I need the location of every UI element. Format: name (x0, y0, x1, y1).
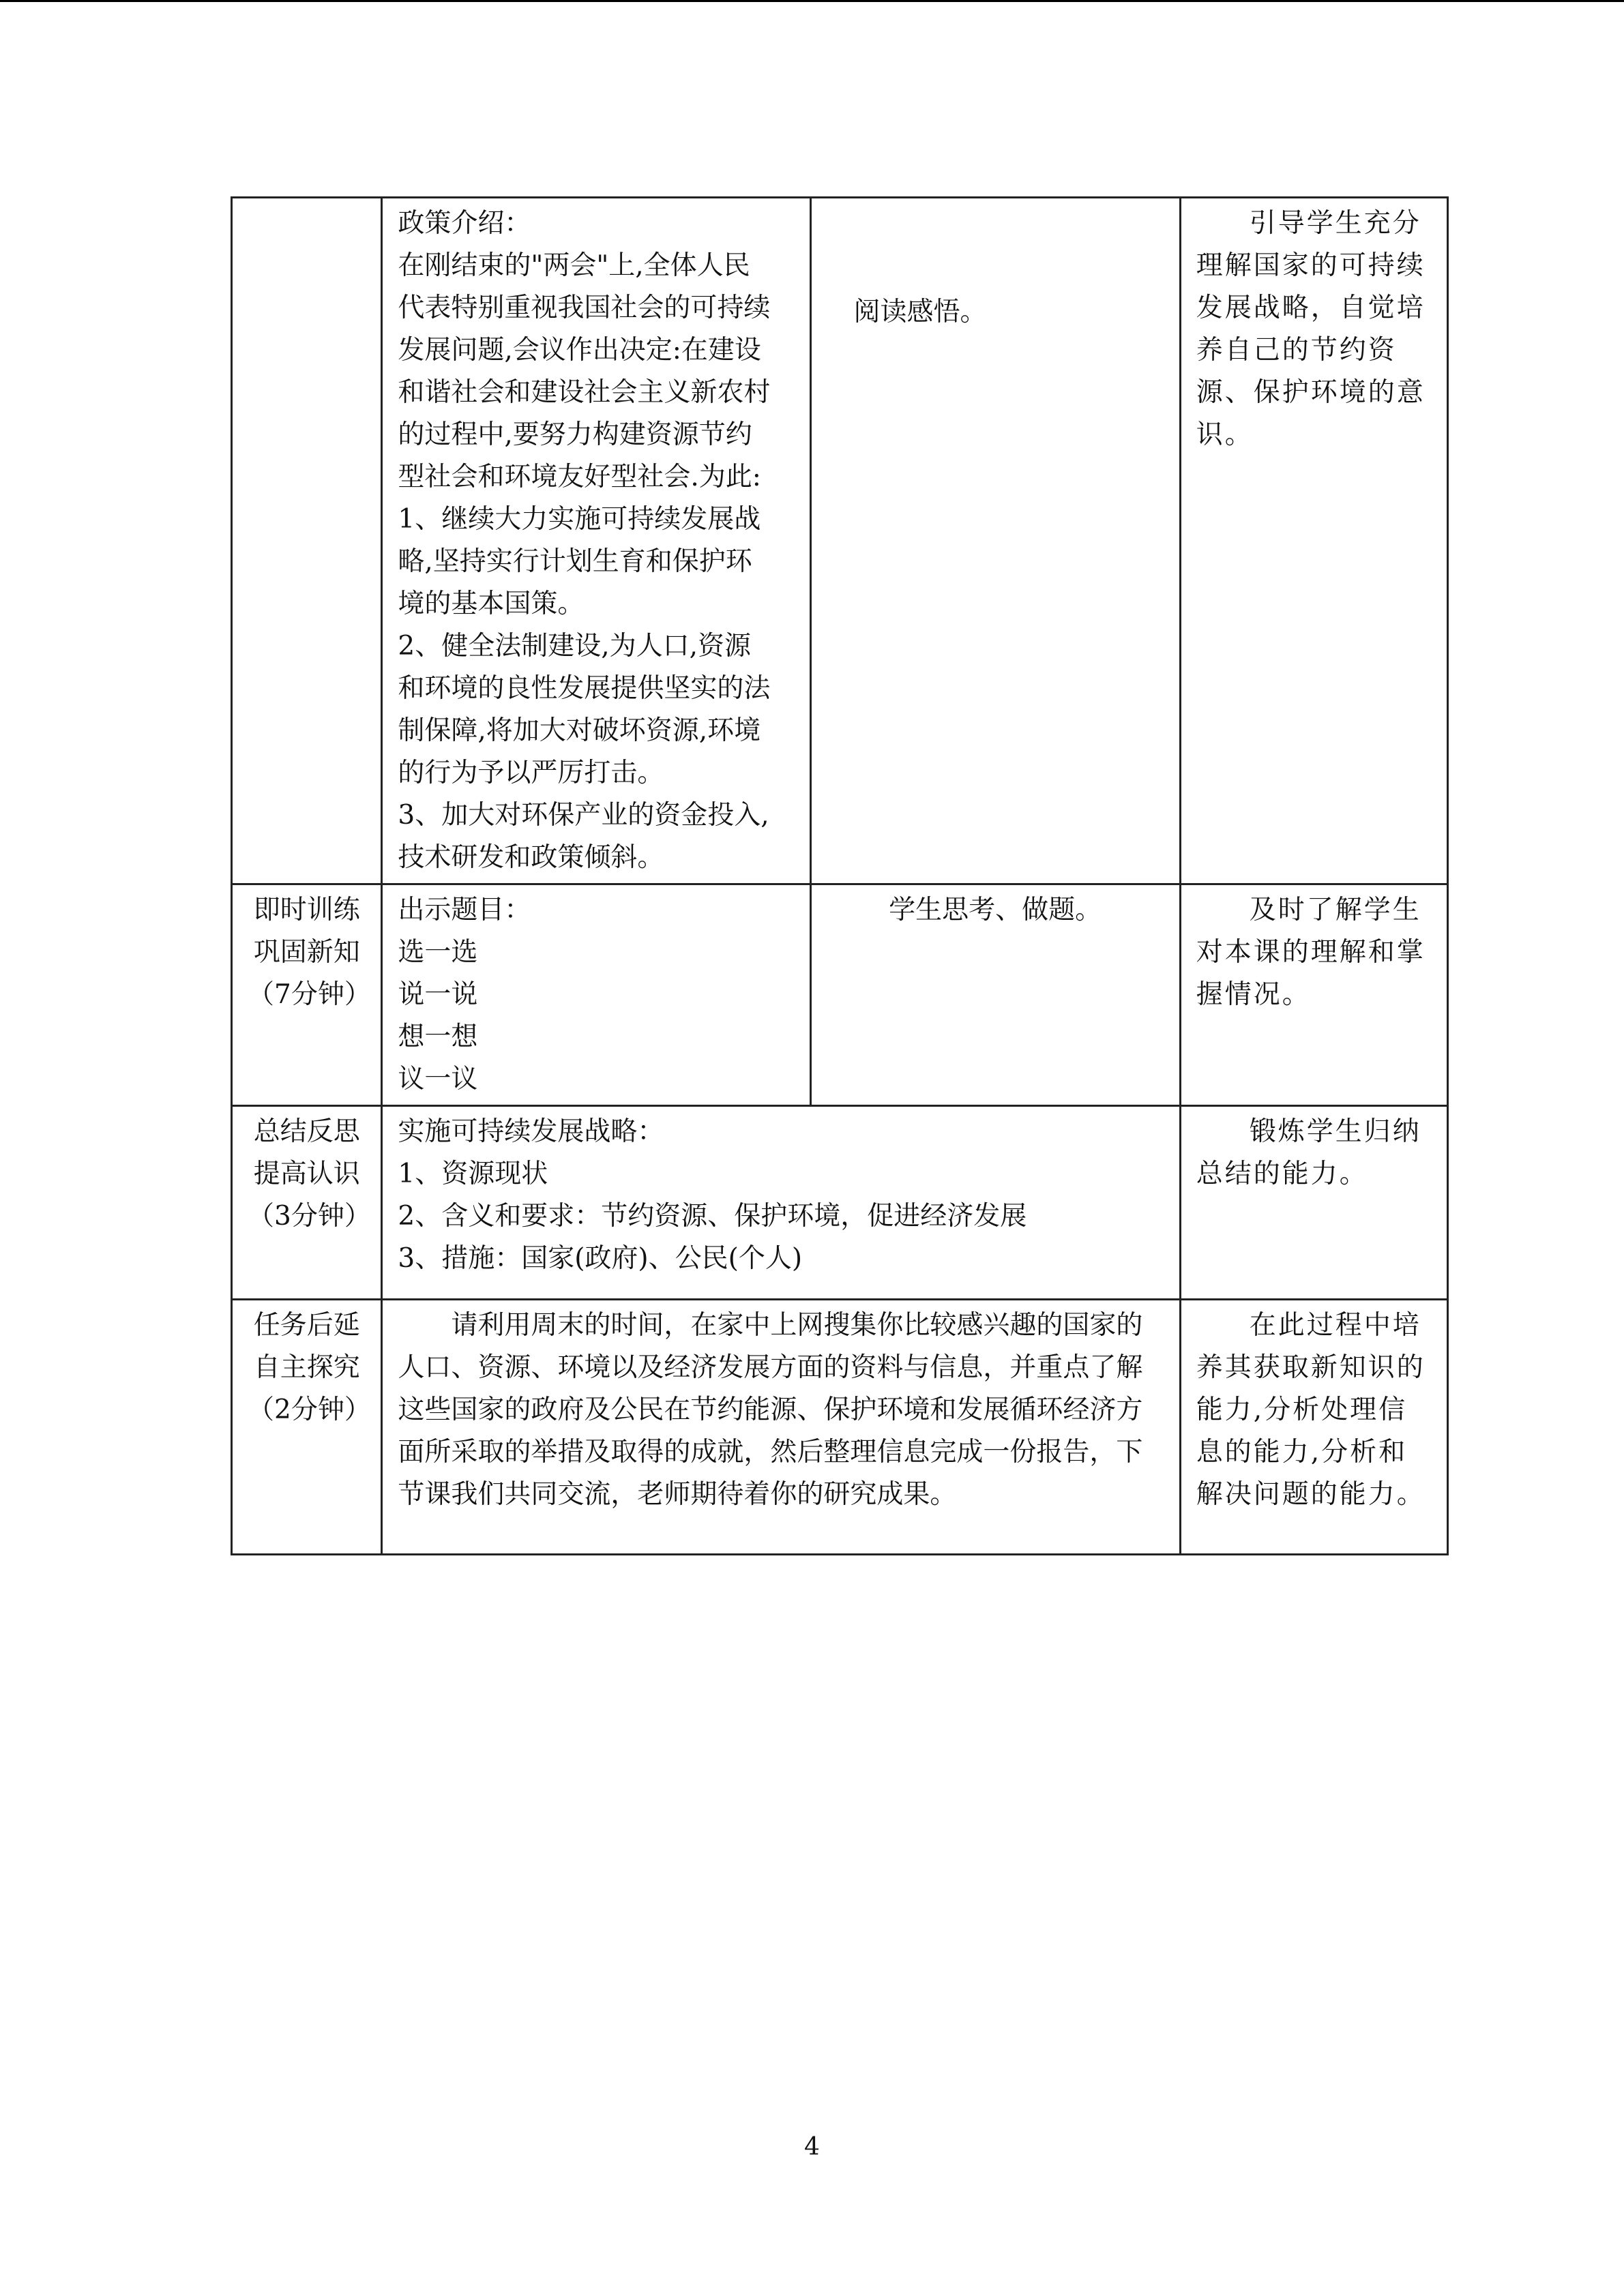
content-line: 选一选 (398, 937, 478, 968)
content-line: 代表特别重视我国社会的可持续 (398, 293, 771, 323)
student-activity-text: 学生思考、做题。 (889, 895, 1102, 925)
content-line: 发展问题,会议作出决定:在建设 (398, 335, 761, 366)
content-line: 1、资源现状 (398, 1159, 548, 1189)
content-line: 说一说 (398, 979, 478, 1010)
design-intent-homework (1180, 1300, 1447, 1555)
design-intent-text: 及时了解学生对本课的理解和掌握情况。 (1196, 895, 1426, 1010)
content-line: 2、含义和要求：节约资源、保护环境，促进经济发展 (398, 1201, 1027, 1232)
student-activity-policy (810, 198, 1180, 884)
stage-label: 自主探究 (253, 1352, 360, 1383)
student-activity-practice (810, 884, 1180, 1106)
table-row-homework (232, 1300, 1448, 1555)
stage-label: 巩固新知 (253, 937, 360, 968)
stage-duration: （7分钟） (248, 979, 371, 1010)
content-line: 2、健全法制建设,为人口,资源 (398, 631, 751, 661)
stage-duration: （2分钟） (248, 1395, 371, 1425)
content-line: 出示题目： (398, 895, 531, 925)
content-line: 制保障,将加大对破坏资源,环境 (398, 715, 761, 746)
stage-label: 任务后延 (253, 1310, 360, 1341)
page-number: 4 (804, 2133, 820, 2161)
table-row-practice (232, 884, 1448, 1106)
design-intent-text: 锻炼学生归纳总结的能力。 (1196, 1116, 1421, 1189)
stage-label: 总结反思 (253, 1116, 360, 1147)
content-line: 实施可持续发展战略： (398, 1116, 664, 1147)
stage-duration: （3分钟） (248, 1201, 371, 1232)
stage-label: 提高认识 (253, 1159, 360, 1189)
design-intent-text: 引导学生充分理解国家的可持续发展战略，自觉培养自己的节约资源、保护环境的意识。 (1196, 208, 1426, 450)
table-row-policy (232, 198, 1448, 884)
content-line: 境的基本国策。 (398, 588, 585, 619)
homework-task-text: 请利用周末的时间，在家中上网搜集你比较感兴趣的国家的人口、资源、环境以及经济发展方面的资料与信息，并重点了解这些国家的政府及公民在节约能源、保护环境和发展循环经济方面所采取的举措及取得的成就，然后整理信息完成一份报告，下节课我们共同交流，老师期待着你的研究成果。 (398, 1310, 1143, 1510)
content-line: 政策介绍： (398, 208, 531, 239)
content-line: 1、继续大力实施可持续发展战 (398, 504, 761, 535)
teacher-activity-practice (382, 884, 810, 1106)
design-intent-practice (1180, 884, 1447, 1106)
stage-cell-homework (232, 1300, 382, 1555)
design-intent-summary (1180, 1106, 1447, 1300)
stage-cell-empty (232, 198, 382, 884)
table-row-summary (232, 1106, 1448, 1300)
teacher-activity-policy (382, 198, 810, 884)
content-line: 在刚结束的"两会"上,全体人民 (398, 250, 750, 281)
content-line: 技术研发和政策倾斜。 (398, 842, 664, 873)
stage-label: 即时训练 (253, 895, 360, 925)
content-line: 和环境的良性发展提供坚实的法 (398, 673, 771, 704)
content-line: 和谐社会和建设社会主义新农村 (398, 377, 771, 408)
design-intent-text: 在此过程中培养其获取新知识的能力,分析处理信息的能力,分析和解决问题的能力。 (1196, 1310, 1426, 1510)
content-line: 议一议 (398, 1064, 478, 1094)
content-line: 的行为予以严厉打击。 (398, 758, 664, 788)
lesson-plan-table (231, 196, 1449, 1555)
content-line: 型社会和环境友好型社会.为此: (398, 462, 761, 492)
student-activity-text: 阅读感悟。 (853, 297, 987, 327)
design-intent-policy (1180, 198, 1447, 884)
teacher-activity-homework (382, 1300, 1180, 1555)
stage-cell-practice (232, 884, 382, 1106)
content-line: 略,坚持实行计划生育和保护环 (398, 546, 752, 577)
top-border-line (0, 0, 1624, 2)
content-line: 3、措施：国家(政府)、公民(个人) (398, 1243, 803, 1274)
stage-cell-summary (232, 1106, 382, 1300)
content-line: 的过程中,要努力构建资源节约 (398, 419, 752, 450)
teacher-activity-summary (382, 1106, 1180, 1300)
content-line: 3、加大对环保产业的资金投入, (398, 800, 769, 831)
content-line: 想一想 (398, 1022, 478, 1052)
